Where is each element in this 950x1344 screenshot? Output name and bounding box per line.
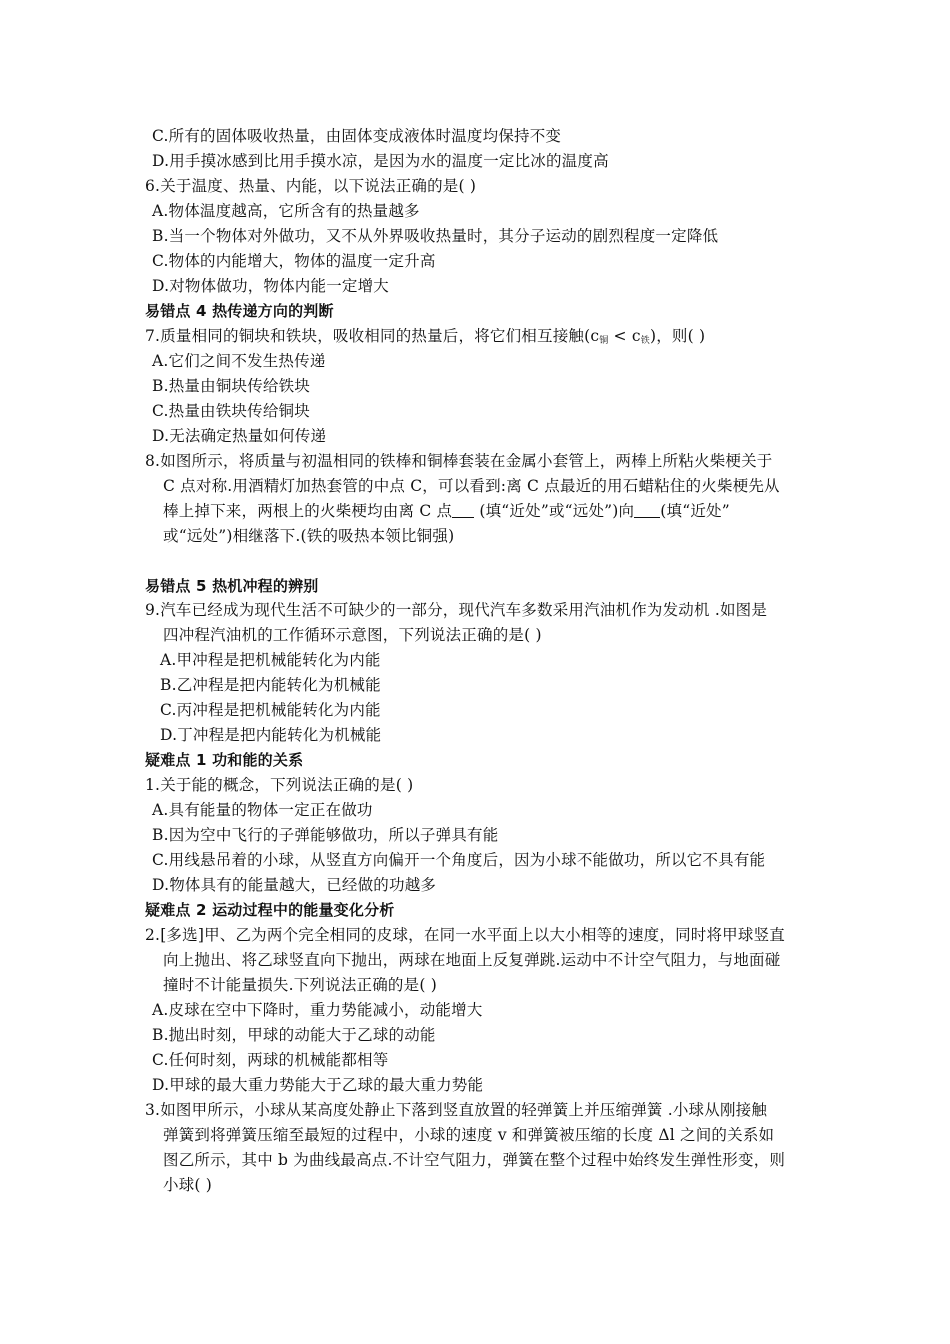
q6-stem: 6.关于温度、热量、内能，以下说法正确的是( ) [145,177,477,195]
p2-option-a: A.皮球在空中下降时，重力势能减小，动能增大 [152,1001,483,1019]
p2-option-b: B.抛出时刻，甲球的动能大于乙球的动能 [152,1026,436,1044]
section-heading-4: 易错点 4 热传递方向的判断 [145,302,334,320]
q9-option-b: B.乙冲程是把内能转化为机械能 [160,676,381,694]
q8-line-3-c: (填“近处” [660,502,730,520]
q9-option-d: D.丁冲程是把内能转化为机械能 [160,726,382,744]
q8-line-3 [163,501,730,521]
q7-subscript-copper: 铜 [599,336,609,346]
p2-line-2: 向上抛出、将乙球竖直向下抛出，两球在地面上反复弹跳.运动中不计空气阻力，与地面碰 [163,951,781,969]
q9-option-a: A.甲冲程是把机械能转化为内能 [160,651,381,669]
p1-option-c: C.用线悬吊着的小球，从竖直方向偏开一个角度后，因为小球不能做功，所以它不具有能 [152,851,766,869]
q7-stem [145,326,705,351]
q8-line-4: 或“远处”)相继落下.(铁的吸热本领比铜强) [163,527,455,545]
difficulty-heading-1: 疑难点 1 功和能的关系 [145,751,304,769]
q6-option-c: C.物体的内能增大，物体的温度一定升高 [152,252,436,270]
p2-line-3: 撞时不计能量损失.下列说法正确的是( ) [163,976,437,994]
q6-option-a: A.物体温度越高，它所含有的热量越多 [152,202,420,220]
q8-line-1: 8.如图所示，将质量与初温相同的铁棒和铜棒套装在金属小套管上，两棒上所粘火柴梗关于 [145,452,773,470]
p3-line-4: 小球( ) [163,1176,213,1194]
q7-option-d: D.无法确定热量如何传递 [152,427,327,445]
q7-subscript-iron: 铁 [640,336,650,346]
q7-option-a: A.它们之间不发生热传递 [152,352,326,370]
q8-blank-2[interactable] [634,503,660,518]
q7-stem-end: )，则( ) [649,327,706,345]
p2-line-1: 2.[多选]甲、乙为两个完全相同的皮球，在同一水平面上以大小相等的速度，同时将甲球竖直 [145,926,785,944]
q7-option-c: C.热量由铁块传给铜块 [152,402,310,420]
q7-option-b: B.热量由铜块传给铁块 [152,377,311,395]
section-heading-5: 易错点 5 热机冲程的辨别 [145,577,319,595]
q8-line-3-b: (填“近处”或“远处”)向 [474,502,635,520]
p2-option-c: C.任何时刻，两球的机械能都相等 [152,1051,389,1069]
q8-line-3-a: 棒上掉下来，两根上的火柴梗均由离 C 点 [163,502,453,520]
q9-line-2: 四冲程汽油机的工作循环示意图，下列说法正确的是( ) [163,626,542,644]
q5-option-d: D.用手摸冰感到比用手摸水凉，是因为水的温度一定比冰的温度高 [152,152,609,170]
q7-less-than: < c [608,327,641,345]
difficulty-heading-2: 疑难点 2 运动过程中的能量变化分析 [145,901,395,919]
q6-option-d: D.对物体做功，物体内能一定增大 [152,277,390,295]
p3-line-3: 图乙所示，其中 b 为曲线最高点.不计空气阻力，弹簧在整个过程中始终发生弹性形变，则 [163,1151,786,1169]
q7-stem-text: 7.质量相同的铜块和铁块，吸收相同的热量后，将它们相互接触(c [145,327,600,345]
q8-blank-1[interactable] [452,503,474,518]
q8-line-2: C 点对称.用酒精灯加热套管的中点 C，可以看到:离 C 点最近的用石蜡粘住的火柴梗先从 [163,477,780,495]
q5-option-c: C.所有的固体吸收热量，由固体变成液体时温度均保持不变 [152,127,562,145]
p1-option-a: A.具有能量的物体一定正在做功 [152,801,373,819]
p1-stem: 1.关于能的概念，下列说法正确的是( ) [145,776,414,794]
q6-option-b: B.当一个物体对外做功，又不从外界吸收热量时，其分子运动的剧烈程度一定降低 [152,227,719,245]
p1-option-d: D.物体具有的能量越大，已经做的功越多 [152,876,437,894]
p3-line-1: 3.如图甲所示，小球从某高度处静止下落到竖直放置的轻弹簧上并压缩弹簧 .小球从刚接触 [145,1101,768,1119]
q9-option-c: C.丙冲程是把机械能转化为内能 [160,701,381,719]
p2-option-d: D.甲球的最大重力势能大于乙球的最大重力势能 [152,1076,484,1094]
q9-line-1: 9.汽车已经成为现代生活不可缺少的一部分，现代汽车多数采用汽油机作为发动机 .如图是 [145,601,768,619]
p3-line-2: 弹簧到将弹簧压缩至最短的过程中，小球的速度 v 和弹簧被压缩的长度 Δl 之间的关系如 [163,1126,775,1144]
p1-option-b: B.因为空中飞行的子弹能够做功，所以子弹具有能 [152,826,499,844]
